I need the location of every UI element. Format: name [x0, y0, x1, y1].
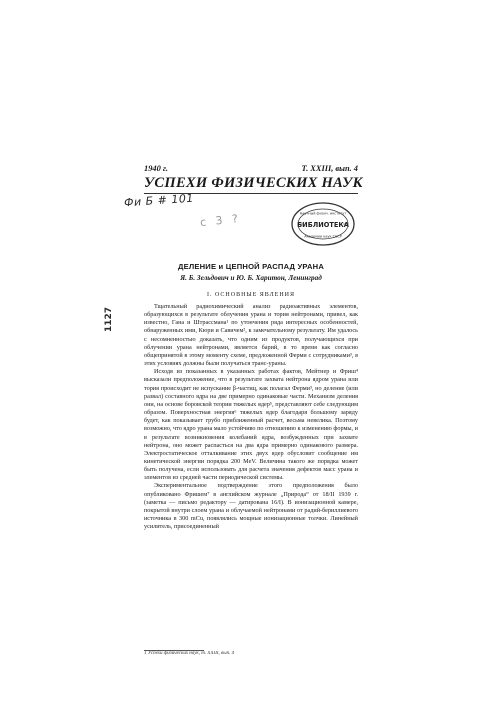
- article-title: ДЕЛЕНИЕ и ЦЕПНОЙ РАСПАД УРАНА: [177, 262, 325, 271]
- article-authors: Я. Б. Зельдович и Ю. Б. Харитон, Ленинград: [180, 274, 322, 282]
- pencil-marks: с 3 ?: [199, 211, 242, 230]
- article-body: [144, 303, 358, 531]
- library-stamp-seal: [290, 200, 356, 248]
- stamp-center-text: БИБЛИОТЕКА: [297, 221, 349, 229]
- stamp-bottom-text: Академии наук СССР: [304, 234, 342, 239]
- handwritten-catalog-id: Фи Б # 101: [123, 191, 195, 210]
- journal-year: 1940 г.: [144, 164, 168, 173]
- journal-name: УСПЕХИ ФИЗИЧЕСКИХ НАУК: [144, 174, 358, 194]
- journal-header: [144, 164, 363, 194]
- library-stamp: [290, 200, 356, 253]
- body-paragraph: Тщательный радиохимический анализ радиоактивных элементов, образующихся в результате облучения урана и тория нейтронами, привел, как известно, Гана и Штрассмана¹ по утончения ряда интересных особенностей, обнаруженных ими, Кюри и Савичем², к замечательному результату. Им удалось с несомненностью доказать, что одним из продуктов, получающихся при облучении урана нейтронами, является барий, в то время как согласно общепринятой в этому моменту схеме, предложенной Ферми с сотрудниками³, в этих условиях должны были получаться транс-ураны.: [144, 303, 358, 368]
- footnote: 1 Успехи физических наук, т. XXIII, вып. 4: [144, 651, 235, 656]
- journal-meta-line: [144, 164, 358, 174]
- margin-inventory-number: 1127: [104, 306, 114, 332]
- section-heading: I. ОСНОВНЫЕ ЯВЛЕНИЯ: [207, 292, 295, 298]
- stamp-top-text: Научный физич. институт: [299, 211, 347, 216]
- body-paragraph: Исходя из показанных в указанных работах фактов, Мейтнер и Фриш⁴ высказали предположение, что в результате захвата нейтрона ядром урана или тория происходит не испускание β-частиц, как полагал Ферми³, но деление (или развал) составного ядра на две примерно одинаковые части. Механизм деления они, на основе боровской теории тяжелых ядер⁵, представляют себе следующим образом. Поверхностная энергия⁶ тяжелых ядер благодаря большому заряду будет, как показывает грубо приближенный расчет, весьма невелика. Поэтому возможно, что ядро урана мало устойчиво по отношению к изменению формы, и в результате возникновения колебаний ядра, возбужденных при захвате нейтрона, оно может распасться на два ядра примерно одинакового размера. Электростатическое отталкивание этих двух ядер обусловит сообщение им кинетической энергии порядка 200 MeV. Величина такого же порядка может быть получена, если использовать для расчета значения дефектов масс урана и элементов из средней части периодической системы.: [144, 368, 358, 482]
- body-paragraph: Экспериментальное подтверждение этого предположения было опубликовано Фришем⁷ в английском журнале „Природа“ от 18/II 1939 г. (заметка — письмо редактору — датирована 16/I). В ионизационной камере, покрытой внутри слоем урана и облучаемой нейтронами от радий-бериллиевого источника в 300 mCu, появлялись мощные ионизационные толчки. Линейный усилитель, присоединенный: [144, 482, 358, 531]
- journal-volume-issue: Т. XXIII, вып. 4: [301, 164, 358, 173]
